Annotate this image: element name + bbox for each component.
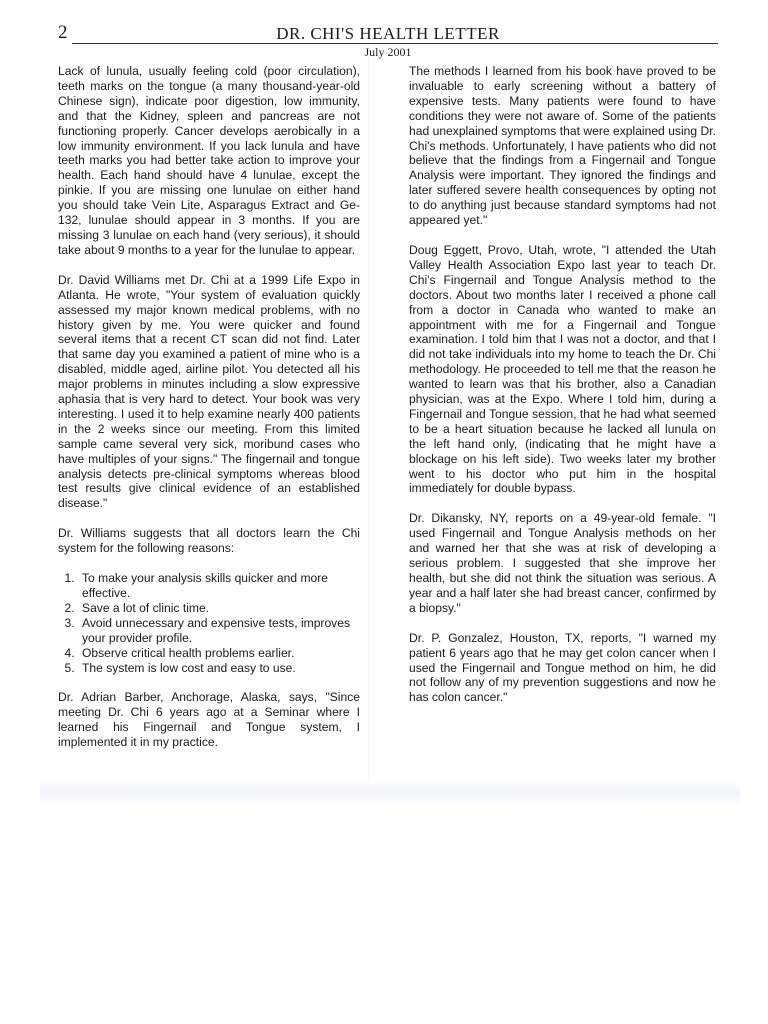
paragraph-barber-continued: The methods I learned from his book have proved to be invaluable to early screening without a battery of expensive tests. Many patients were found to have conditions they were not aware of. Some of the patients had unexplained symptoms that were explained using Dr. Chi's methods. Unfortunately, I have patients who did not believe that the findings from a Fingernail and Tongue Analysis were important. They ignored the findings and later suffered severe health consequences by opting not to do anything just because standard symptoms had not appeared yet." [409,64,716,228]
paragraph-dr-williams: Dr. David Williams met Dr. Chi at a 1999 Life Expo in Atlanta. He wrote, "Your system of evaluation quickly assessed my major known medical problems, with no history given by me. You were quicker and found several items that a recent CT scan did not find. Later that same day you examined a patient of mine who is a disabled, middle aged, airline pilot. You detected all his major problems in minutes including a slow expressive aphasia that is very hard to detect. Your book was very interesting. I used it to help examine nearly 400 patients in the 2 weeks since our meeting. From this limited sample came several very sick, moribund cases who have multiples of your signs." The fingernail and tongue analysis detects pre-clinical symptoms whereas blood test results give clinical evidence of an established disease." [58,272,360,511]
left-column [58,64,360,765]
page-number: 2 [58,22,68,43]
list-item: 2. Save a lot of clinic time. [78,601,360,616]
right-column [409,64,716,720]
list-item: 1. To make your analysis skills quicker and more effective. [78,571,360,601]
issue-date: July 2001 [364,45,412,59]
paragraph-dr-gonzalez: Dr. P. Gonzalez, Houston, TX, reports, "I warned my patient 6 years ago that he may get colon cancer when I used the Fingernail and Tongue method on him, he did not follow any of my prevention suggestions and now he has colon cancer." [409,630,716,705]
bleed-through-shadow [368,40,405,800]
list-item: 5. The system is low cost and easy to use. [78,661,360,676]
paragraph-dr-dikansky: Dr. Dikansky, NY, reports on a 49-year-old female. "I used Fingernail and Tongue Analysis methods on her and warned her that she was at risk of developing a serious problem. I suggested that she improve her health, but she did not think the situation was serious. A year and a half later she had breast cancer, confirmed by a biopsy." [409,511,716,615]
paragraph-dr-barber: Dr. Adrian Barber, Anchorage, Alaska, says, "Since meeting Dr. Chi 6 years ago at a Seminar where I learned his Fingernail and Tongue system, I implemented it in my practice. [58,690,360,750]
scan-artifact-band [40,780,740,806]
paragraph-lunula: Lack of lunula, usually feeling cold (poor circulation), teeth marks on the tongue (a many thousand-year-old Chinese sign), indicate poor digestion, low immunity, and that the Kidney, spleen and pancreas are not functioning properly. Cancer develops aerobically in a low immunity environment. If you lack lunula and have teeth marks you had better take action to improve your health. Each hand should have 4 lunulae, except the pinkie. If you are missing one lunulae on either hand you should take Vein Lite, Asparagus Extract and Ge-132, lunulae should appear in 3 months. If you are missing 3 lunulae on each hand (very serious), it should take about 9 months to a year for the lunulae to appear. [58,64,360,257]
header-rule [72,43,718,44]
list-item: 4. Observe critical health problems earlier. [78,646,360,661]
list-item: 3. Avoid unnecessary and expensive tests, improves your provider profile. [78,616,360,646]
newsletter-title: DR. CHI'S HEALTH LETTER [276,24,500,43]
paragraph-doug-eggett: Doug Eggett, Provo, Utah, wrote, "I attended the Utah Valley Health Association Expo last year to teach Dr. Chi's Fingernail and Tongue Analysis method to the doctors. About two months later I received a phone call from a doctor in Canada who wanted to make an appointment with me for a Fingernail and Tongue examination. I told him that I was not a doctor, and that I did not take individuals into my home to teach the Dr. Chi methodology. He proceeded to tell me that the reason he wanted to learn was that his brother, also a Canadian physician, was at the Expo. Where I told him, during a Fingernail and Tongue session, that he had what seemed to be a heart situation because he lacked all lunula on the left hand only, (indicating that he might have a blockage on his left side). Two weeks later my brother went to his doctor who put him in the hospital immediately for double bypass. [409,242,716,496]
page-header [58,20,718,60]
paragraph-reasons-intro: Dr. Williams suggests that all doctors learn the Chi system for the following reasons: [58,526,360,556]
reasons-list [58,571,360,675]
